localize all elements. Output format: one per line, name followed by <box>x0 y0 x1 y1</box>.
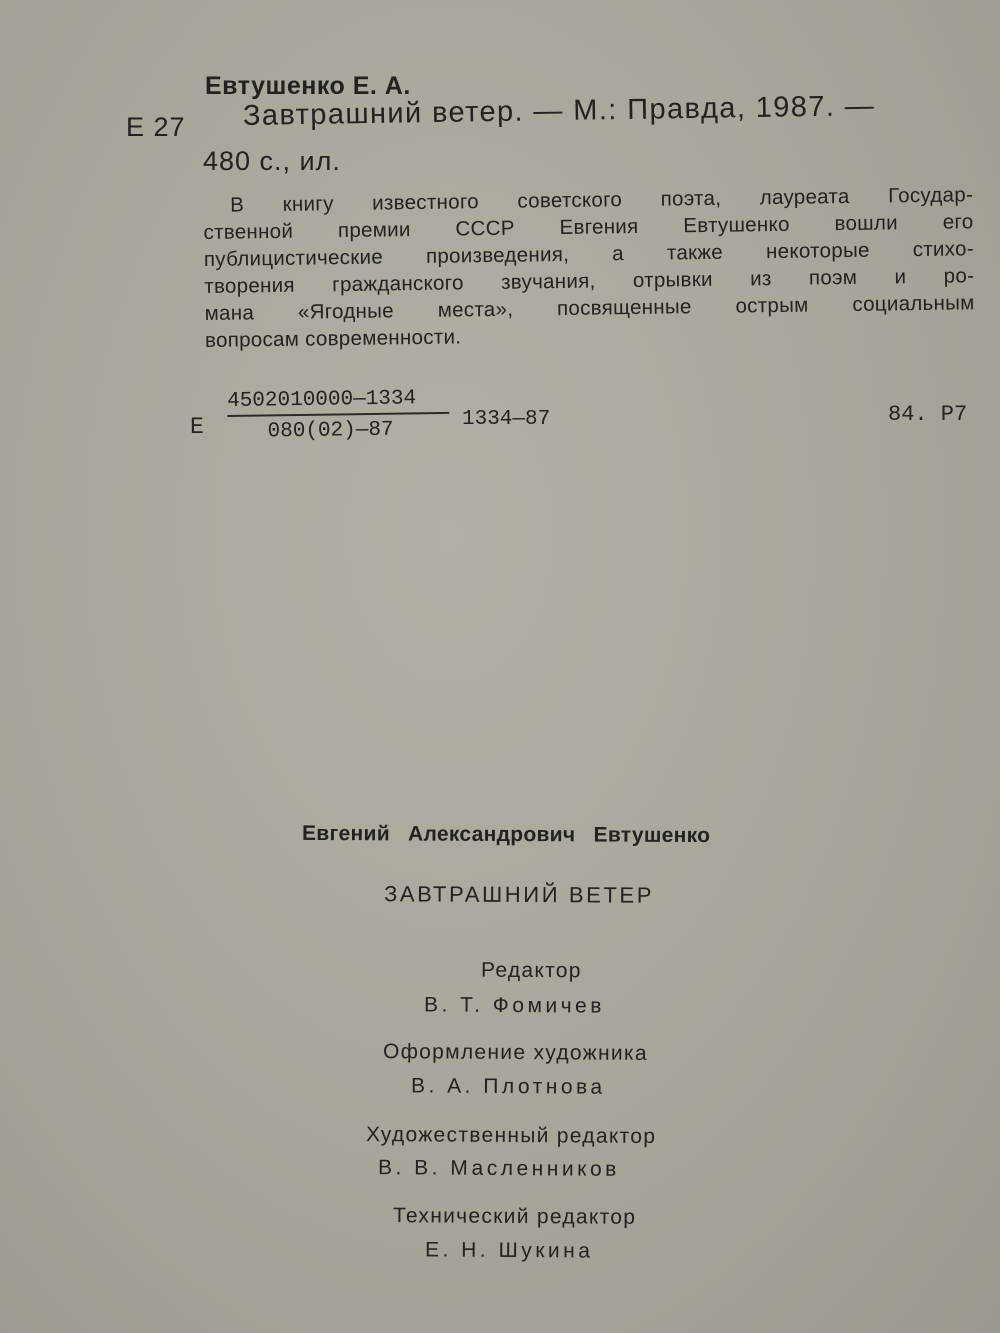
bbk-numerator: 4502010000—1334 <box>227 387 417 413</box>
annotation-line: мана «Ягодные места», посвященные острым социальным <box>204 291 975 325</box>
bbk-code: 1334—87 <box>462 408 551 431</box>
bbk-denominator: 080(02)—87 <box>267 418 394 444</box>
credit-role-tech-editor: Технический редактор <box>392 1204 637 1229</box>
pages-line: 480 с., ил. <box>203 146 341 176</box>
bbk-index: 84. Р7 <box>888 402 968 427</box>
credit-name-editor: В. Т. Фомичев <box>423 993 606 1018</box>
annotation-line: В книгу известного советского поэта, лауреата Государ- <box>230 183 974 217</box>
catalog-code: Е 27 <box>126 112 186 142</box>
annotation-line: творения гражданского звучания, отрывки из поэм и ро- <box>204 264 975 298</box>
annotation-line: публицистические произведения, а также некоторые стихо- <box>203 237 975 271</box>
annotation-line: ственной премии СССР Евгения Евтушенко вошли его <box>203 210 974 244</box>
annotation-line: вопросам современности. <box>204 325 462 352</box>
credit-role-editor: Редактор <box>480 958 582 983</box>
credit-name-design: В. А. Плотнова <box>410 1074 606 1099</box>
bbk-fraction <box>227 387 450 444</box>
credit-role-design: Оформление художника <box>382 1040 648 1065</box>
credit-role-art-editor: Художественный редактор <box>365 1122 657 1149</box>
book-title: ЗАВТРАШНИЙ ВЕТЕР <box>383 881 655 908</box>
bbk-letter: Е <box>190 414 204 440</box>
author-name: Евтушенко Е. А. <box>205 72 411 100</box>
credit-name-art-editor: В. В. Масленников <box>377 1156 620 1181</box>
annotation <box>203 181 975 354</box>
credit-name-tech-editor: Е. Н. Шукина <box>424 1238 594 1263</box>
bibliographic-title-line: Завтрашний ветер. — М.: Правда, 1987. — <box>242 90 876 132</box>
author-full-name: Евгений Александрович Евтушенко <box>301 821 711 848</box>
